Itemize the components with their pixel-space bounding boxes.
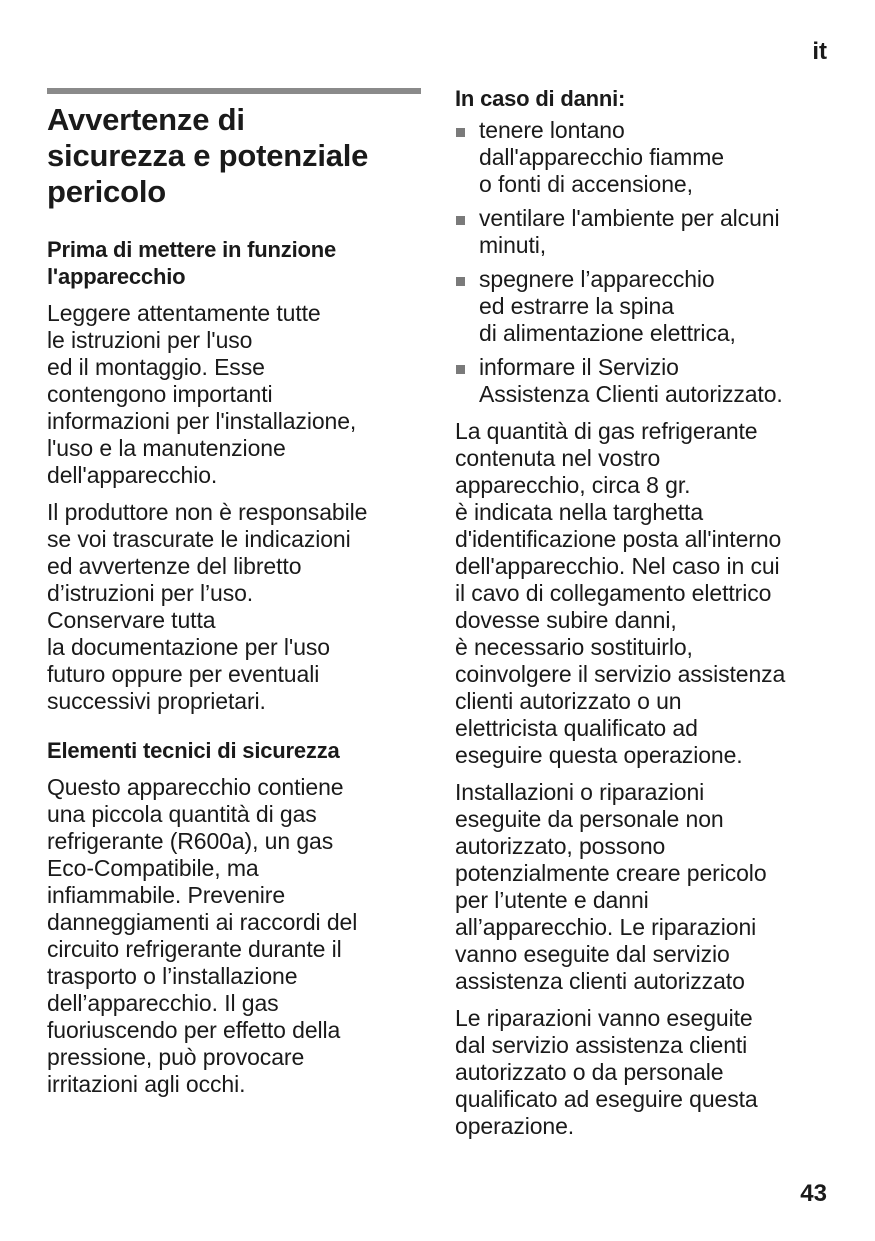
- list-item-text: ventilare l'ambiente per alcuni minuti,: [479, 205, 780, 258]
- paragraph-repairs-service: Le riparazioni vanno eseguite dal servizio assistenza clienti autorizzato o da personale qualificato ad eseguire questa operazione.: [455, 1005, 758, 1139]
- paragraph-read-instructions: Leggere attentamente tutte le istruzioni per l'uso ed il montaggio. Esse contengono importanti informazioni per l'installazione, l'uso e la manutenzione dell'apparecchio.: [47, 300, 357, 488]
- list-item-text: informare il Servizio Assistenza Clienti autorizzato.: [479, 354, 783, 407]
- list-item: [455, 205, 835, 259]
- section-before-use: [47, 236, 421, 715]
- square-bullet-icon: [456, 365, 465, 374]
- page-title: Avvertenze di sicurezza e potenziale pericolo: [47, 102, 369, 209]
- paragraph-manufacturer-liability: Il produttore non è responsabile se voi trascurate le indicazioni ed avvertenze del libretto d’istruzioni per l’uso. Conservare tutta la documentazione per l'uso futuro oppure per eventuali successivi proprietari.: [47, 499, 368, 714]
- paragraph-unauthorized-repairs: Installazioni o riparazioni eseguite da personale non autorizzato, possono potenzialmente creare pericolo per l’utente e danni all’apparecchio. Le riparazioni vanno eseguite dal servizio assistenza clienti autorizzato: [455, 779, 767, 994]
- list-item: [455, 117, 835, 198]
- language-tag: it: [812, 38, 827, 65]
- paragraph-refrigerant-gas: Questo apparecchio contiene una piccola quantità di gas refrigerante (R600a), un gas Eco-Compatibile, ma infiammabile. Prevenire danneggiamenti ai raccordi del circuito refrigerante durante il trasporto o l’installazione dell’apparecchio. Il gas fuoriuscendo per effetto della pressione, può provocare irritazioni agli occhi.: [47, 774, 358, 1097]
- square-bullet-icon: [456, 277, 465, 286]
- square-bullet-icon: [456, 216, 465, 225]
- list-item-text: tenere lontano dall'apparecchio fiamme o fonti di accensione,: [479, 117, 724, 197]
- section-heading-damage: In caso di danni:: [455, 86, 626, 111]
- section-in-case-of-damage: [455, 85, 835, 1140]
- damage-bullet-list: [455, 117, 835, 408]
- page-number: 43: [800, 1180, 827, 1207]
- section-heading-technical-safety: Elementi tecnici di sicurezza: [47, 738, 340, 763]
- list-item: [455, 266, 835, 347]
- section-technical-safety: [47, 737, 421, 1098]
- list-item-text: spegnere l’apparecchio ed estrarre la spina di alimentazione elettrica,: [479, 266, 736, 346]
- section-divider: [47, 88, 421, 94]
- section-heading-before-use: Prima di mettere in funzione l'apparecchio: [47, 237, 337, 289]
- paragraph-refrigerant-quantity: La quantità di gas refrigerante contenuta nel vostro apparecchio, circa 8 gr. è indicata nella targhetta d'identificazione posta all'interno dell'apparecchio. Nel caso in cui il cavo di collegamento elettrico dovesse subire danni, è necessario sostituirlo, coinvolgere il servizio assistenza clienti autorizzato o un elettricista qualificato ad eseguire questa operazione.: [455, 418, 786, 768]
- square-bullet-icon: [456, 128, 465, 137]
- list-item: [455, 354, 835, 408]
